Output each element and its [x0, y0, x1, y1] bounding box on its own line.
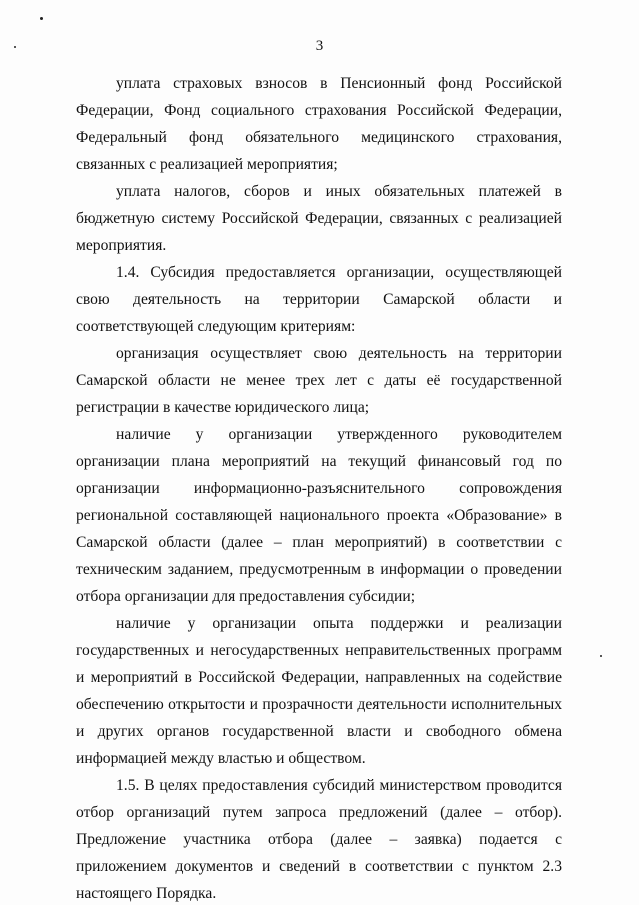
paragraph-clause-1-5: 1.5. В целях предоставления субсидий министерством проводится отбор организаций путем запроса предложений (далее – отбор). Предложение участника отбора (далее – заявка) подается с приложением документов и сведений в соответствии с пунктом 2.3 настоящего Порядка. — [76, 777, 562, 902]
paragraph-criterion-plan: наличие у организации утвержденного руководителем организации плана мероприятий на текущий финансовый год по организации информационно-разъяснительного сопровождения региональной составляющей национального проекта «Образование» в Самарской области (далее – план мероприятий) в соответствии с техническим заданием, предусмотренным в информации о проведении отбора организации для предоставления субсидии; — [76, 426, 562, 605]
page-number: 3 — [315, 38, 324, 54]
paragraph-pension-contributions: уплата страховых взносов в Пенсионный фонд Российской Федерации, Фонд социального страхования Российской Федерации, Федеральный фонд обязательного медицинского страхования, связанных с реализацией мероприятия; — [76, 75, 562, 173]
scan-speck — [40, 17, 43, 20]
paragraph-taxes: уплата налогов, сборов и иных обязательных платежей в бюджетную систему Российской Федерации, связанных с реализацией мероприятия. — [76, 183, 562, 254]
paragraph-clause-1-4: 1.4. Субсидия предоставляется организации, осуществляющей свою деятельность на территории Самарской области и соответствующей следующим критериям: — [76, 264, 562, 335]
document-body — [76, 70, 562, 907]
scan-speck — [600, 655, 602, 657]
paragraph-criterion-territory: организация осуществляет свою деятельность на территории Самарской области не менее трех лет с даты её государственной регистрации в качестве юридического лица; — [76, 345, 562, 416]
paragraph-criterion-experience: наличие у организации опыта поддержки и реализации государственных и негосударственных неправительственных программ и мероприятий в Российской Федерации, направленных на содействие обеспечению открытости и прозрачности деятельности исполнительных и других органов государственной власти и свободного обмена информацией между властью и обществом. — [76, 615, 562, 767]
